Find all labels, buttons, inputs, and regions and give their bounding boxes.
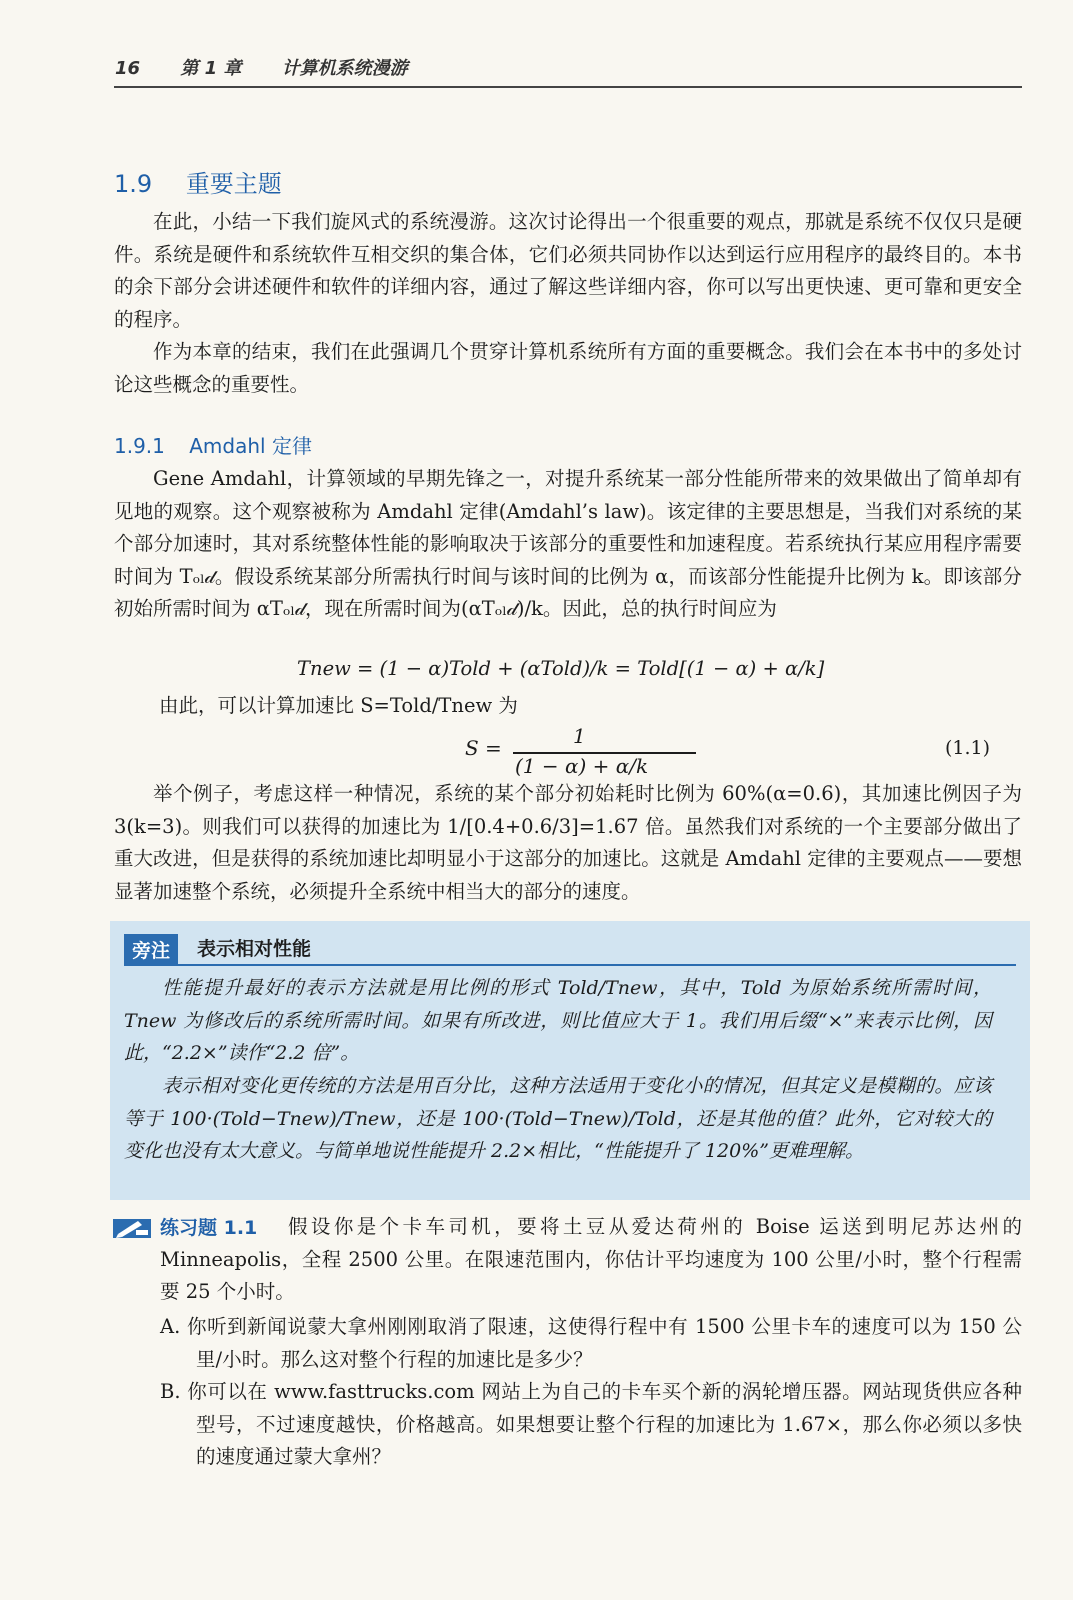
subsection-heading <box>114 430 312 459</box>
aside-paragraph-1: 性能提升最好的表示方法就是用比例的形式 Told/Tnew，其中，Told 为原始系统所需时间，Tnew 为修改后的系统所需时间。如果有所改进，则比值应大于 1。我们用后缀“×”来表示比例，因此，“2.2×”读作“2.2 倍”。 <box>124 977 992 1064</box>
speedup-intro: 由此，可以计算加速比 S=Told/Tnew 为 <box>159 694 518 717</box>
exercise-option-a: A. 你听到新闻说蒙大拿州刚刚取消了限速，这使得行程中有 1500 公里卡车的速度可以为 150 公里/小时。那么这对整个行程的加速比是多少？ <box>160 1315 1022 1371</box>
running-header <box>115 54 408 80</box>
exercise-label: 练习题 1.1 <box>160 1217 258 1239</box>
aside-tag: 旁注 <box>124 934 178 965</box>
header-rule <box>114 86 1022 88</box>
subsection-title: Amdahl 定律 <box>189 434 312 458</box>
section-heading <box>114 164 282 199</box>
intro-paragraph-1: 在此，小结一下我们旋风式的系统漫游。这次讨论得出一个很重要的观点，那就是系统不仅仅只是硬件。系统是硬件和系统软件互相交织的集合体，它们必须共同协作以达到运行应用程序的最终目的。本书的余下部分会讲述硬件和软件的详细内容，通过了解这些详细内容，你可以写出更快速、更可靠和更安全的程序。 <box>114 210 1022 331</box>
chapter-title: 计算机系统漫游 <box>281 58 408 79</box>
aside-title: 表示相对性能 <box>197 938 312 960</box>
formula-denominator: (1 − α) + α/k <box>515 754 649 778</box>
intro-paragraph-2: 作为本章的结束，我们在此强调几个贯穿计算机系统所有方面的重要概念。我们会在本书中的多处讨论这些概念的重要性。 <box>114 340 1022 396</box>
pencil-book-icon <box>112 1216 152 1240</box>
exercise-option-b: B. 你可以在 www.fasttrucks.com 网站上为自己的卡车买个新的涡轮增压器。网站现货供应各种型号，不过速度越快，价格越高。如果想要让整个行程的加速比为 1.67×，那么你必须以多快的速度通过蒙大拿州？ <box>160 1380 1022 1468</box>
aside-paragraph-2: 表示相对变化更传统的方法是用百分比，这种方法适用于变化小的情况，但其定义是模糊的。应该等于 100·(Told−Tnew)/Tnew，还是 100·(Told−Tnew)/Told，还是其他的值？此外，它对较大的变化也没有太大意义。与简单地说性能提升 2.2×相比，“性能提升了 120%”更难理解。 <box>124 1075 992 1162</box>
aside-rule <box>124 964 1016 966</box>
chapter-label: 第 1 章 <box>180 58 242 79</box>
subsection-number: 1.9.1 <box>114 434 165 458</box>
total-time-equation: Tnew = (1 − α)Told + (αTold)/k = Told[(1 − α) + α/k] <box>297 657 825 680</box>
formula-numerator: 1 <box>573 724 586 748</box>
section-number: 1.9 <box>114 170 153 198</box>
amdahl-example-paragraph: 举个例子，考虑这样一种情况，系统的某个部分初始耗时比例为 60%(α=0.6)，其加速比例因子为 3(k=3)。则我们可以获得的加速比为 1/[0.4+0.6/3]=1.67 倍。虽然我们对系统的一个主要部分做出了重大改进，但是获得的系统加速比却明显小于这部分的加速比。这就是 Amdahl 定律的主要观点——要想显著加速整个系统，必须提升全系统中相当大的部分的速度。 <box>114 782 1022 903</box>
amdahl-paragraph-1: Gene Amdahl，计算领域的早期先锋之一，对提升系统某一部分性能所带来的效果做出了简单却有见地的观察。这个观察被称为 Amdahl 定律(Amdahl’s law)。该定律的主要思想是，当我们对系统的某个部分加速时，其对系统整体性能的影响取决于该部分的重要性和加速程度。若系统执行某应用程序需要时间为 Tₒₗ𝒹。假设系统某部分所需执行时间与该时间的比例为 α，而该部分性能提升比例为 k。即该部分初始所需时间为 αTₒₗ𝒹，现在所需时间为(αTₒₗ𝒹)/k。因此，总的执行时间应为 <box>114 467 1022 620</box>
exercise-text: 假设你是个卡车司机，要将土豆从爱达荷州的 Boise 运送到明尼苏达州的 Minneapolis，全程 2500 公里。在限速范围内，你估计平均速度为 100 公里/小时，整个行程需要 25 个小时。 <box>160 1215 1022 1303</box>
equation-number: (1.1) <box>945 737 991 759</box>
page-number: 16 <box>115 58 141 79</box>
section-title: 重要主题 <box>185 170 282 198</box>
formula-lhs: S = <box>465 736 502 760</box>
